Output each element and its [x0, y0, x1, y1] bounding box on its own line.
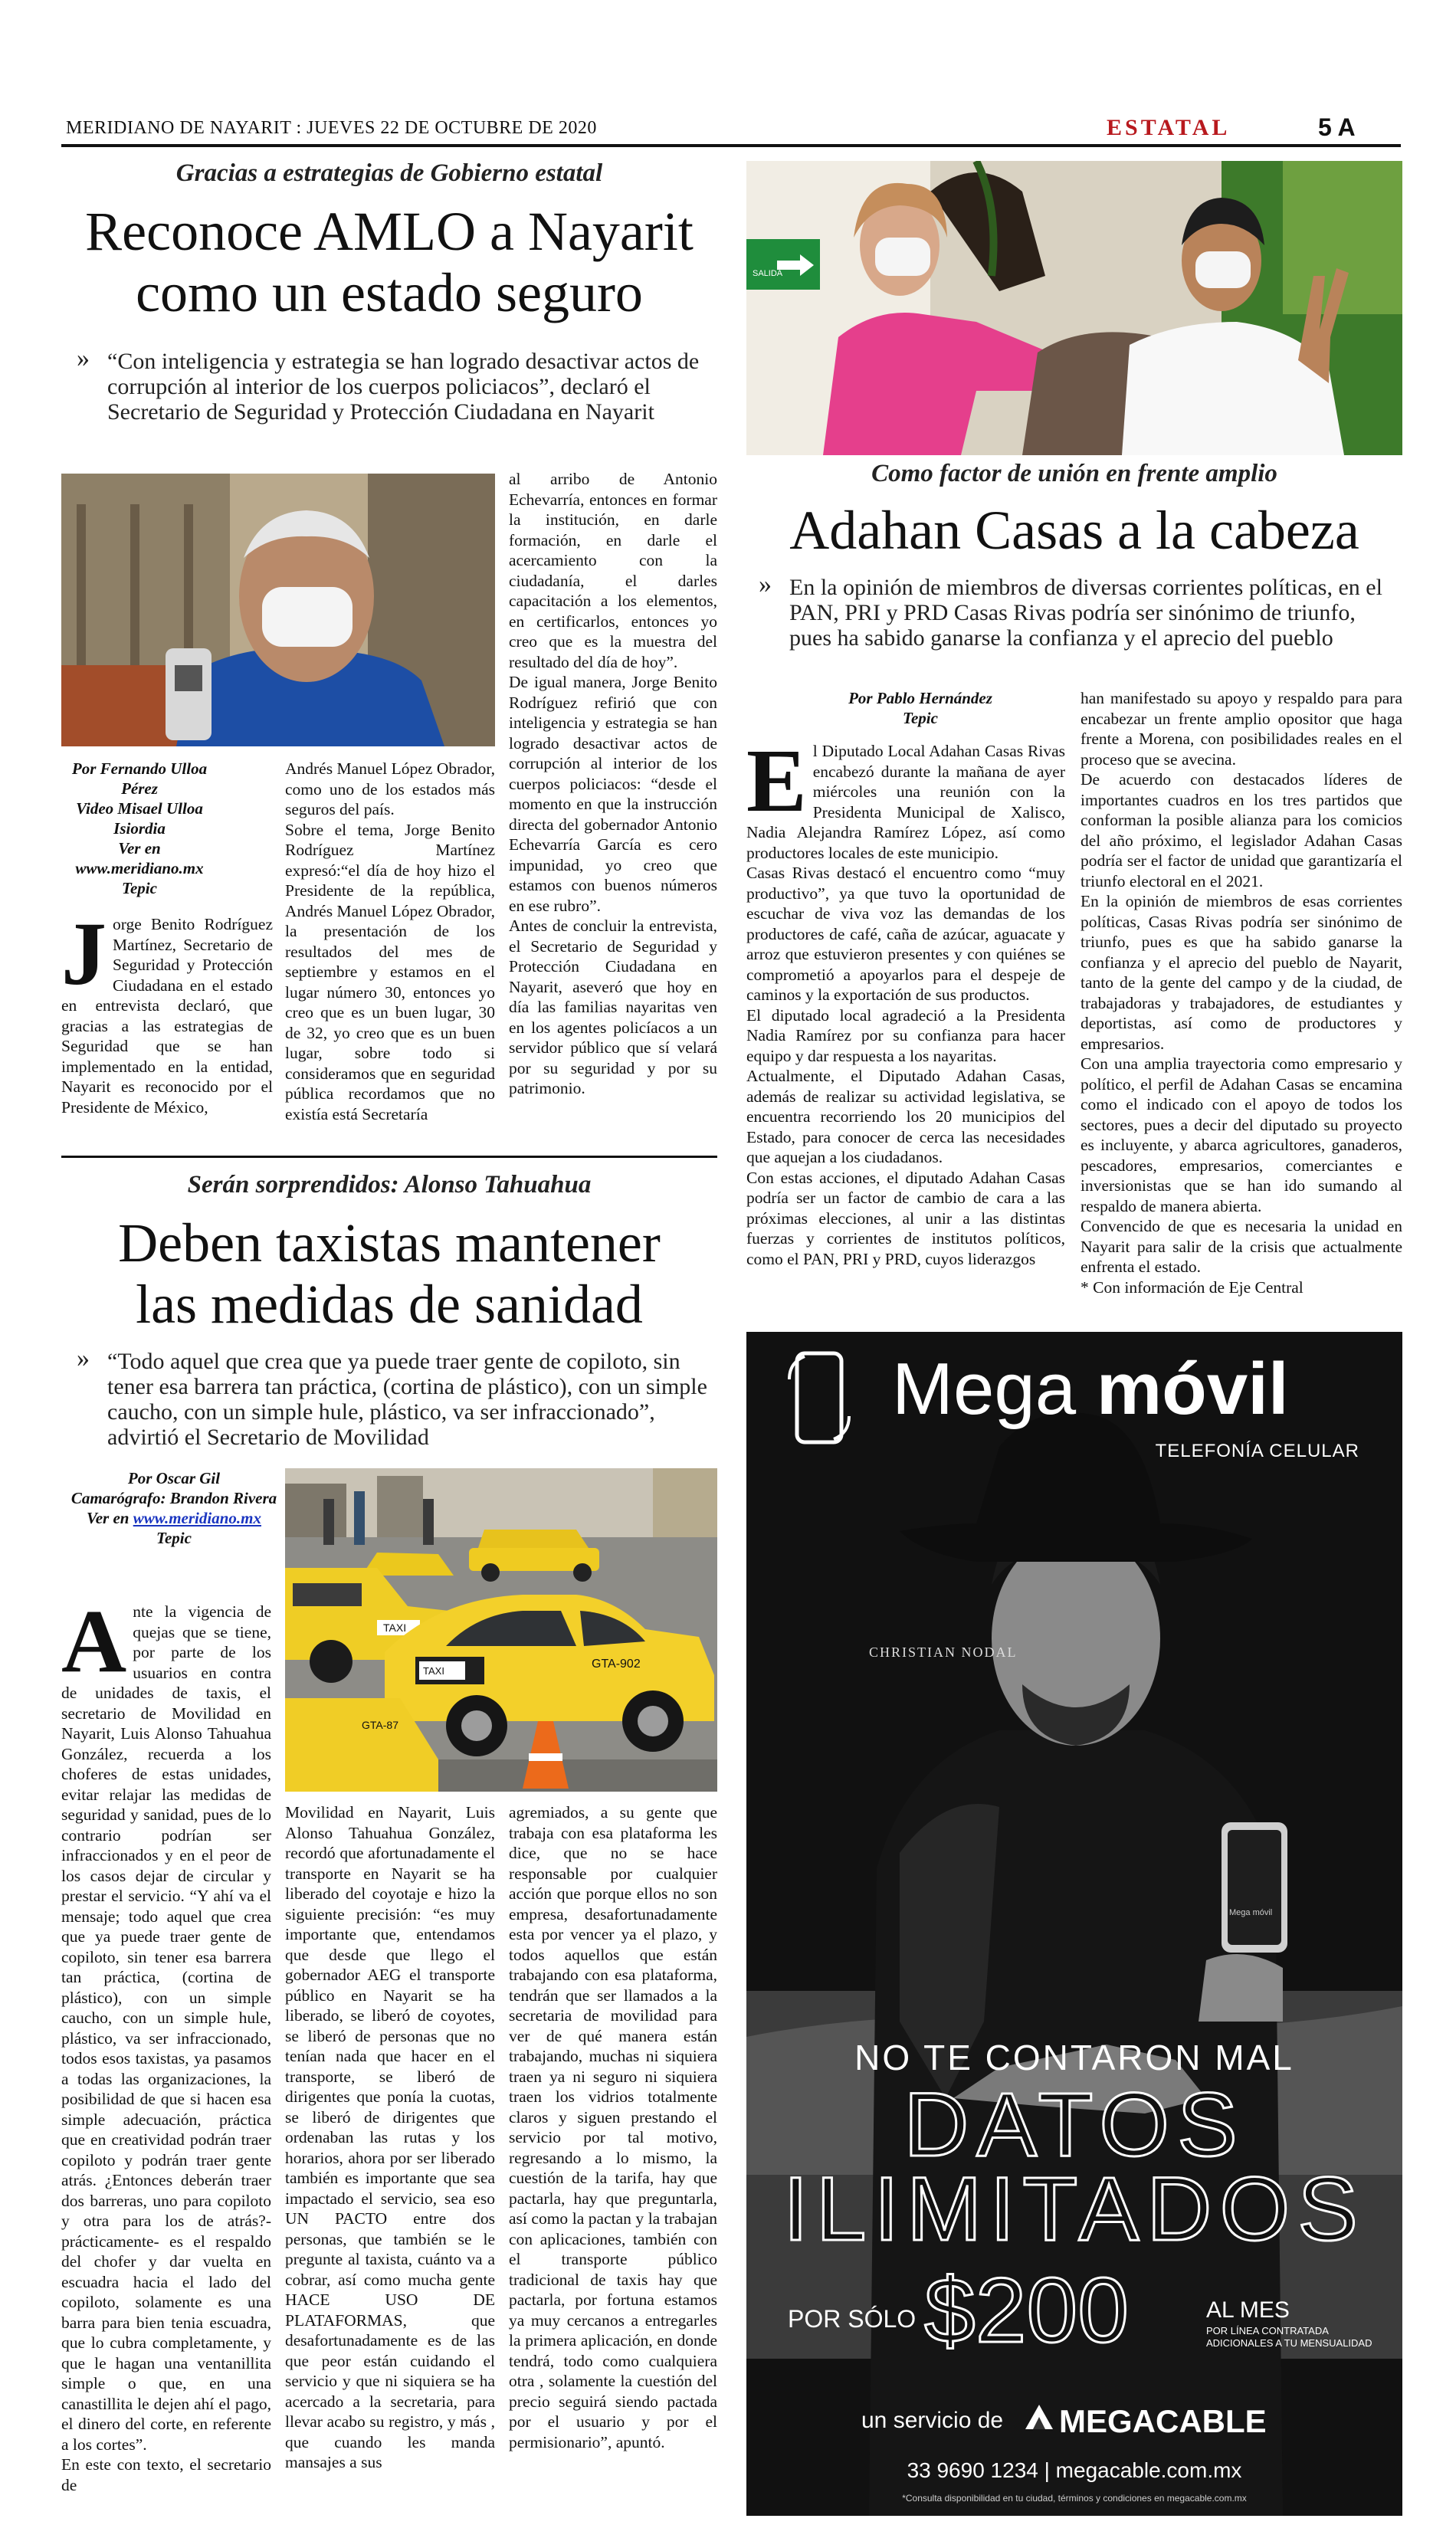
article3-column-2 [285, 1802, 495, 2473]
phone-screen-label: Mega móvil [1229, 1908, 1273, 1917]
paragraph: De igual manera, Jorge Benito Rodríguez refirió que con inteligencia y estrategia se han logrado desactivar actos de corrupción al interior de los cuerpos policiacos: “desde el momento en que la instrucción directa del gobernador Antonio Echevarría García es cero impunidad, yo creo que estamos con buenos números en ese rubro”. [509, 673, 717, 915]
article3-headline-line2: las medidas de sanidad [136, 1274, 643, 1335]
paragraph: En la opinión de miembros de esas corrientes políticas, Casas Rivas podría ser sinónimo de triunfo, pues es que ha sabido ganarse la confianza y el aprecio del pueblo de Nayarit, tanto de la gente del campo y de la ciudad, de trabajadoras y trabajadores, de estudiantes y deportistas, así como de productores y empresarios. [1081, 892, 1402, 1053]
byline-video: Video Misael Ulloa Isiordia [76, 799, 203, 838]
article1-photo [61, 474, 495, 746]
paragraph: El diputado local agradeció a la Presidenta Nadia Ramírez por su confianza para hacer equipo y dar respuesta a los nayaritas. [746, 1005, 1065, 1065]
interview-photo-illustration [61, 474, 495, 746]
meridiano-link[interactable]: www.meridiano.mx [133, 1509, 261, 1527]
brand-mega: Mega [892, 1348, 1097, 1430]
article1-column-3 [509, 469, 717, 1099]
drop-cap: E [746, 730, 807, 831]
article2-photo [746, 161, 1402, 455]
article1-lede [77, 344, 705, 425]
ad-price: $200 [924, 2259, 1129, 2362]
publication-line: MERIDIANO DE NAYARIT : JUEVES 22 DE OCTUBRE DE 2020 [66, 118, 597, 138]
byline-web [63, 1508, 285, 1528]
lede-marker-icon: » [759, 570, 772, 598]
page-number: 5 A [1318, 113, 1356, 141]
paragraph: Sobre el tema, Jorge Benito Rodríguez Martínez expresó:“el día de hoy hizo el Presidente de la república, Andrés Manuel López Obrador, la presentación de los resultados del mes de septiembre y estamos en el lugar número 30, entonces yo creo que es un buen lugar, 30 de 32, yo creo que es un buen lugar, sobre todo si consideramos que en seguridad pública recordamos que no existía está Secretaría [285, 820, 495, 1123]
ad-brand [892, 1347, 1289, 1431]
footnote: * Con información de Eje Central [1081, 1277, 1304, 1297]
article1-byline [63, 759, 216, 898]
column-text: l Diputado Local Adahan Casas Rivas encabezó durante la mañana de ayer miércoles una reunión con la Presidenta Municipal de Xalisco, Nadia Alejandra Ramírez López, así como productores locales de este municipio. [746, 742, 1065, 862]
column-text: Movilidad en Nayarit, Luis Alonso Tahuahua González, recordó que afortunadamente el transporte en Nayarit se ha liberado del coyotaje e hizo la siguiente precisión: “es muy importante que, entendamos que desde que llego el gobernador AEG el transporte público en Nayarit se ha liberado, se liberó de coyotes, se liberó de personas que no tenían nada que hacer en el transporte, se liberó de dirigentes que ponía la cuotas, se liberó de dirigentes que ordenaban las rutas y los horarios, ahora por ser liberado también es importante que sea impactado el servicio, sea eso UN PACTO entre dos personas, que también se le pregunte al taxista, cuánto va a cobrar, así como mucha gente HACE USO DE PLATAFORMAS, que desafortunadamente es de las que peor están cuidando el servicio y que ni siquiera se ha acercado a la secretaria, para llevar acabo su registro, y más , que cuando les manda mansajes a sus [285, 1803, 495, 2471]
article2-headline: Adahan Casas a la cabeza [789, 500, 1359, 561]
ad-al-mes-note [1206, 2325, 1372, 2350]
paragraph: De acuerdo con destacados líderes de importantes cuadros en los tres partidos que conforman la posible alianza para los comicios del año próximo, el legislador Adahan Casas podría ser el factor de unidad que garantizaría el triunfo electoral en el 2021. [1081, 770, 1402, 890]
taxi-number-2: GTA-87 [362, 1719, 398, 1731]
drop-cap: J [61, 903, 107, 1004]
article1-headline [61, 201, 717, 323]
ad-contact[interactable]: 33 9690 1234 | megacable.com.mx [907, 2458, 1242, 2482]
ad-por-solo: POR SÓLO [788, 2305, 917, 2333]
article3-lede-text: “Todo aquel que crea que ya puede traer gente de copiloto, sin tener esa barrera tan práctica, (cortina de plástico), con un simple caucho, con un simple hule, plástico, va ser infraccionado”, advirtió el Secretario de Movilidad [107, 1349, 707, 1450]
article3-byline [63, 1468, 285, 1548]
article3-kicker: Serán sorprendidos: Alonso Tahuahua [187, 1171, 592, 1199]
article3-headline [61, 1212, 717, 1335]
article3-lede [77, 1344, 713, 1450]
paragraph: Actualmente, el Diputado Adahan Casas, además de realizar su actividad legislativa, se encuentra recorriendo los 20 municipios del Estado, para conocer de cerca las necesidades que aquejan a los ciudadanos. [746, 1067, 1065, 1166]
column-text: nte la vigencia de quejas que se tiene, por parte de los usuarios en contra de unidades de taxis, el secretario de Movilidad en Nayarit, Luis Alonso Tahuahua González, recuerda a los choferes de estas unidades, evitar relajar las medidas de seguridad y sanidad, pues de lo contrario podrían ser infraccionados y en el peor de los casos dejar de circular y prestar el servicio. “Y ahí va el mensaje; todo aquel que crea que ya puede traer gente de copiloto, sin tener esa barrera tan práctica, (cortina de plástico), con un simple caucho, con un simple hule, plástico, va ser infraccionado, todos esos taxistas, ya pasamos a todas las organizaciones, la posibilidad de que si hacen esa simple adecuación, práctica que en creatividad podrán traer copiloto y podrán traer gente atrás. ¿Entonces deberán traer dos barreras, uno para copiloto y otra para los de atrás?- prácticamente- es el respaldo del chofer y dar vuelta en escuadra hacia el lado del copiloto, solamente es una barra para bien tenia escuadra, que lo cubra completamente, y que le hagan una ventanillita simple o que, en una canastillita le dejen ahí el pago, el dinero del corte, en referente a los cortes”. [61, 1602, 271, 2454]
article1-lede-text: “Con inteligencia y estrategia se han logrado desactivar actos de corrupción al interior de los cuerpos policiacos”, declaró el Secretario de Seguridad y Protección Ciudadana en Nayarit [107, 349, 700, 425]
artist-name: CHRISTIAN NODAL [869, 1645, 1018, 1660]
paragraph: Con una amplia trayectoria como empresario y político, el perfil de Adahan Casas se encamina como el indicado con el apoyo de todos los sectores, pues a decir del diputado su proyecto es incluyente, y abarca agricultores, ganaderos, pescadores, empresarios, comerciantes e inversionistas que se han ido sumando al respaldo de manera abierta. [1081, 1054, 1402, 1215]
ad-subtitle: TELEFONÍA CELULAR [1155, 1441, 1359, 1461]
ad-servicio: un servicio de [861, 2408, 1004, 2433]
article3-headline-line1: Deben taxistas mantener [118, 1212, 661, 1274]
politicians-photo-illustration [746, 161, 1402, 455]
article2-column-1 [746, 730, 1065, 1269]
section-name: ESTATAL [1107, 115, 1231, 140]
ad-datos: DATOS [903, 2074, 1245, 2176]
note-line: ADICIONALES A TU MENSUALIDAD [1206, 2337, 1372, 2349]
paragraph: Antes de concluir la entrevista, el Secretario de Seguridad y Protección Ciudadana en Nayarit, aseveró que hoy en día las familias nayaritas ven en los agentes policíacos a un servidor público que sí velará por su seguridad y por su patrimonio. [509, 917, 717, 1097]
taxi-roof-sign-1: TAXI [383, 1622, 407, 1634]
lede-marker-icon: » [77, 1344, 90, 1372]
page-header [61, 113, 1401, 147]
note-line: POR LÍNEA CONTRATADA [1206, 2325, 1329, 2336]
byline-web-prefix: Ver en [87, 1509, 133, 1527]
ad-tagline: NO TE CONTARON MAL [854, 2038, 1294, 2077]
article2-byline [794, 688, 1047, 728]
ad-al-mes: AL MES [1206, 2297, 1290, 2323]
byline-camera: Camarógrafo: Brandon Rivera [71, 1489, 277, 1507]
article2-kicker: Como factor de unión en frente amplio [871, 460, 1277, 487]
ad-megacable: MEGACABLE [1059, 2403, 1267, 2439]
article2-lede [759, 570, 1387, 651]
ad-ilimitados: ILIMITADOS [782, 2159, 1366, 2260]
byline-city: Tepic [122, 879, 157, 897]
byline-web: Ver en www.meridiano.mx [75, 839, 204, 877]
column-text: orge Benito Rodríguez Martínez, Secretario de Seguridad y Protección Ciudadana en el estado en entrevista declaró, que gracias a las estrategias de Seguridad que se han implementado en la entidad, Nayarit es reconocido por el Presidente de México, [61, 915, 273, 1117]
article3-photo [285, 1468, 717, 1792]
article2-lede-text: En la opinión de miembros de diversas corrientes políticas, en el PAN, PRI y PRD Casas Rivas podría ser sinónimo de triunfo, pues ha sabido ganarse la confianza y el aprecio del pueblo [789, 575, 1382, 651]
article3-column-3 [509, 1802, 717, 2452]
phone-rotate-icon [786, 1349, 852, 1447]
taxi-photo-illustration [285, 1468, 717, 1792]
byline-city: Tepic [903, 709, 938, 727]
megamovil-advertisement[interactable] [746, 1332, 1402, 2516]
article2-column-2 [1081, 688, 1402, 1297]
column-text: agremiados, a su gente que trabaja con esa plataforma les dice, que no se hace responsable por cualquier acción que porque ellos no son empresa, desafortunadamente esta por vencer ya el plazo, y todos aquellos que están trabajando con esa plataforma, tendrán que ser llamados a la secretaria de movilidad para ver de qué manera están trabajando, muchas ni siquiera traen ya ni seguro ni siquiera traen los vidrios totalmente claros y siguen prestando el servicio por tal motivo, regresando a lo mismo, la cuestión de la tarifa, hay que pactarla, hay que preguntarla, así como la pactan y la trabajan con aplicaciones, también con el transporte público tradicional de taxis hay que pactarla, por fortuna estamos ya muy cercanos a entregarles la primera aplicación, en donde tendrá, todo como cualquiera otra , solamente la cuestión del precio seguirá siendo pactada por el usuario y por el permisionario”, apuntó. [509, 1803, 717, 2451]
taxi-number: GTA-902 [592, 1658, 641, 1671]
byline-author: Por Fernando Ulloa Pérez [71, 759, 208, 798]
paragraph: al arribo de Antonio Echevarría, entonces en formar la institución, en darle formación, en darle el acercamiento con la ciudadanía, el darles capacitación a los elementos, en certificarlos, entonces yo creo que es la muestra del resultado del día de hoy”. [509, 470, 717, 671]
paragraph: Convencido de que es necesaria la unidad en Nayarit para salir de la crisis que actualmente enfrenta el estado. [1081, 1217, 1402, 1276]
byline-author: Por Oscar Gil [127, 1469, 221, 1487]
byline-author: Por Pablo Hernández [848, 689, 992, 707]
byline-city: Tepic [156, 1529, 192, 1547]
article1-column-2 [285, 759, 495, 1124]
article1-headline-line1: Reconoce AMLO a Nayarit [85, 201, 694, 262]
paragraph: En este con texto, el secretario de [61, 2455, 271, 2494]
ad-disclaimer: *Consulta disponibilidad en tu ciudad, términos y condiciones en megacable.com.mx [902, 2493, 1247, 2504]
paragraph: Casas Rivas destacó el encuentro como “muy productivo”, ya que tuvo la oportunidad de escuchar de viva voz las demandas de los productores de café, caña de azúcar, aguacate y arroz que estuvieron presentes y con quiénes se comprometió a apoyarlos para el despeje de caminos y la exportación de sus productos. [746, 864, 1065, 1004]
paragraph: Andrés Manuel López Obrador, como uno de los estados más seguros del país. [285, 759, 495, 818]
drop-cap: A [61, 1591, 127, 1691]
article1-headline-line2: como un estado seguro [136, 262, 643, 323]
brand-movil: móvil [1096, 1348, 1289, 1430]
article3-column-1 [61, 1591, 271, 2495]
taxi-plate-sign: TAXI [423, 1665, 444, 1677]
paragraph: Con estas acciones, el diputado Adahan Casas podría ser un factor de cambio de cara a las próximas elecciones, al unir a las distintas fuerzas y corrientes de institutos políticos, como el PAN, PRI y PRD, cuyos liderazgos [746, 1168, 1065, 1268]
article1-column-1 [61, 903, 273, 1117]
exit-sign: SALIDA [753, 269, 783, 278]
divider [61, 1156, 717, 1158]
lede-marker-icon: » [77, 344, 90, 372]
article1-kicker: Gracias a estrategias de Gobierno estatal [175, 159, 603, 187]
paragraph: han manifestado su apoyo y respaldo para para encabezar un frente amplio opositor que haga frente a Morena, con posibilidades reales en el proceso que se avecina. [1081, 689, 1402, 769]
megacable-logo-icon [1022, 2400, 1056, 2434]
